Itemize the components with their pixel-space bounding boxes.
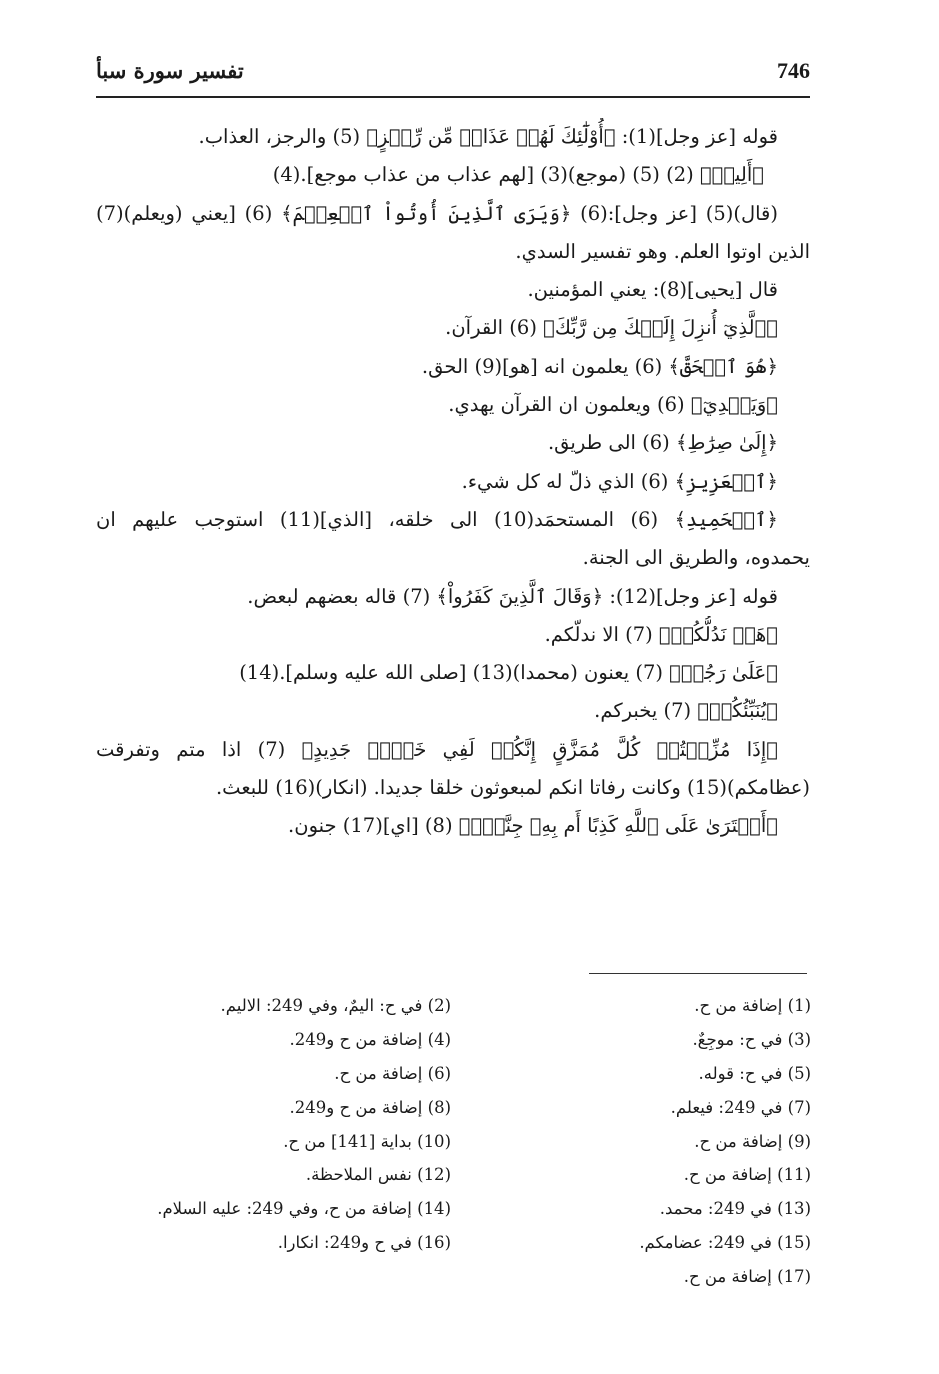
text-line: ﴿أَلِيمٞ﴾ (2) (5) (موجع)(3) [لهم عذاب من عذاب موجع].(4)	[272, 163, 764, 187]
text-line: ﴿ٱلۡحَمِيدِ﴾ (6) المستحمَد(10) الى خلقه، [الذي](11) استوجب عليهم ان	[96, 507, 778, 531]
text-line: قوله [عز وجل](1): ﴿أُوْلَٰٓئِكَ لَهُمۡ عَذَابٞ مِّن رِّجۡزٍ﴾ (5) والرجز، العذاب.	[198, 125, 778, 148]
footnote: (3) في ح: موجِعٌ.	[692, 1029, 811, 1049]
text-line: ﴿إِذَا مُزِّقۡتُمۡ كُلَّ مُمَزَّقٍ إِنَّكُمۡ لَفِي خَلۡقٖ جَدِيدٍ﴾ (7) اذا متم وتفرقت	[96, 737, 778, 761]
footnote: (10) بداية [141] من ح.	[283, 1131, 451, 1151]
page-number: 746	[777, 58, 810, 83]
text-line: قال [يحيى](8): يعني المؤمنين.	[527, 278, 778, 302]
text-line: الذين اوتوا العلم. وهو تفسير السدي.	[515, 239, 810, 263]
text-line: ﴿يُنَبِّئُكُمۡ﴾ (7) يخبركم.	[594, 699, 778, 723]
footnote-rule	[589, 973, 807, 974]
footnote: (4) إضافة من ح و249.	[289, 1029, 451, 1049]
footnote: (8) إضافة من ح و249.	[289, 1097, 451, 1117]
footnote: (5) في ح: قوله.	[698, 1063, 811, 1083]
text-line: (عظامكم)(15) وكانت رفاتا انكم لمبعوثون خلقا جديدا. (انكار)(16) للبعث.	[215, 776, 810, 800]
footnote: (15) في 249: عضامكم.	[639, 1233, 811, 1253]
footnote: (16) في ح و249: انكارا.	[277, 1233, 451, 1253]
text-line: ﴿هَلۡ نَدُلُّكُمۡ﴾ (7) الا ندلّكم.	[544, 622, 778, 646]
footnotes-left-column	[91, 989, 451, 1260]
main-text	[96, 118, 810, 846]
footnote: (11) إضافة من ح.	[683, 1165, 811, 1185]
text-line: يحمدوه، والطريق الى الجنة.	[582, 546, 810, 570]
footnote: (2) في ح: اليمٌ، وفي 249: الاليم.	[220, 996, 451, 1015]
text-line: ﴿ٱلَّذِيٓ أُنزِلَ إِلَيۡكَ مِن رَّبِّكَ﴾ (6) القرآن.	[445, 316, 778, 340]
footnote: (6) إضافة من ح.	[334, 1063, 451, 1083]
running-title: تفسير سورة سبأ	[96, 58, 244, 83]
text-line: ﴿هُوَ ٱلۡحَقَّ﴾ (6) يعلمون انه [هو](9) الحق.	[421, 354, 778, 378]
footnotes-right-column	[561, 989, 811, 1294]
footnote: (17) إضافة من ح.	[683, 1267, 811, 1287]
footnote: (12) نفس الملاحظة.	[305, 1165, 451, 1185]
page-header	[96, 58, 810, 94]
footnote: (7) في 249: فيعلم.	[670, 1097, 811, 1117]
text-line: ﴿عَلَىٰ رَجُلٖ﴾ (7) يعنون (محمدا)(13) [صلى الله عليه وسلم].(14)	[239, 661, 778, 685]
footnote: (13) في 249: محمد.	[659, 1199, 811, 1219]
footnote: (14) إضافة من ح، وفي 249: عليه السلام.	[157, 1199, 451, 1219]
text-line: (قال)(5) [عز وجل]:(6) ﴿وَيَرَى ٱلَّذِينَ أُوتُواْ ٱلۡعِلۡمَ﴾ (6) [يعني (ويعلم)(7)	[96, 201, 778, 225]
footnote: (1) إضافة من ح.	[694, 996, 811, 1015]
header-rule	[96, 96, 810, 98]
text-line: ﴿إِلَىٰ صِرَٰطِ﴾ (6) الى طريق.	[547, 431, 778, 455]
text-line: ﴿أَفۡتَرَىٰ عَلَى ٱللَّهِ كَذِبًا أَم بِهِۦ جِنَّةُۢ﴾ (8) [اي](17) جنون.	[288, 814, 778, 838]
text-line: ﴿ٱلۡعَزِيزِ﴾ (6) الذي ذلّ له كل شيء.	[461, 469, 778, 493]
text-line: ﴿وَيَهۡدِيٓ﴾ (6) ويعلمون ان القرآن يهدي.	[448, 393, 778, 417]
footnote: (9) إضافة من ح.	[694, 1131, 811, 1151]
text-line: قوله [عز وجل](12): ﴿وَقَالَ ٱلَّذِينَ كَفَرُواْ﴾ (7) قاله بعضهم لبعض.	[247, 584, 778, 608]
